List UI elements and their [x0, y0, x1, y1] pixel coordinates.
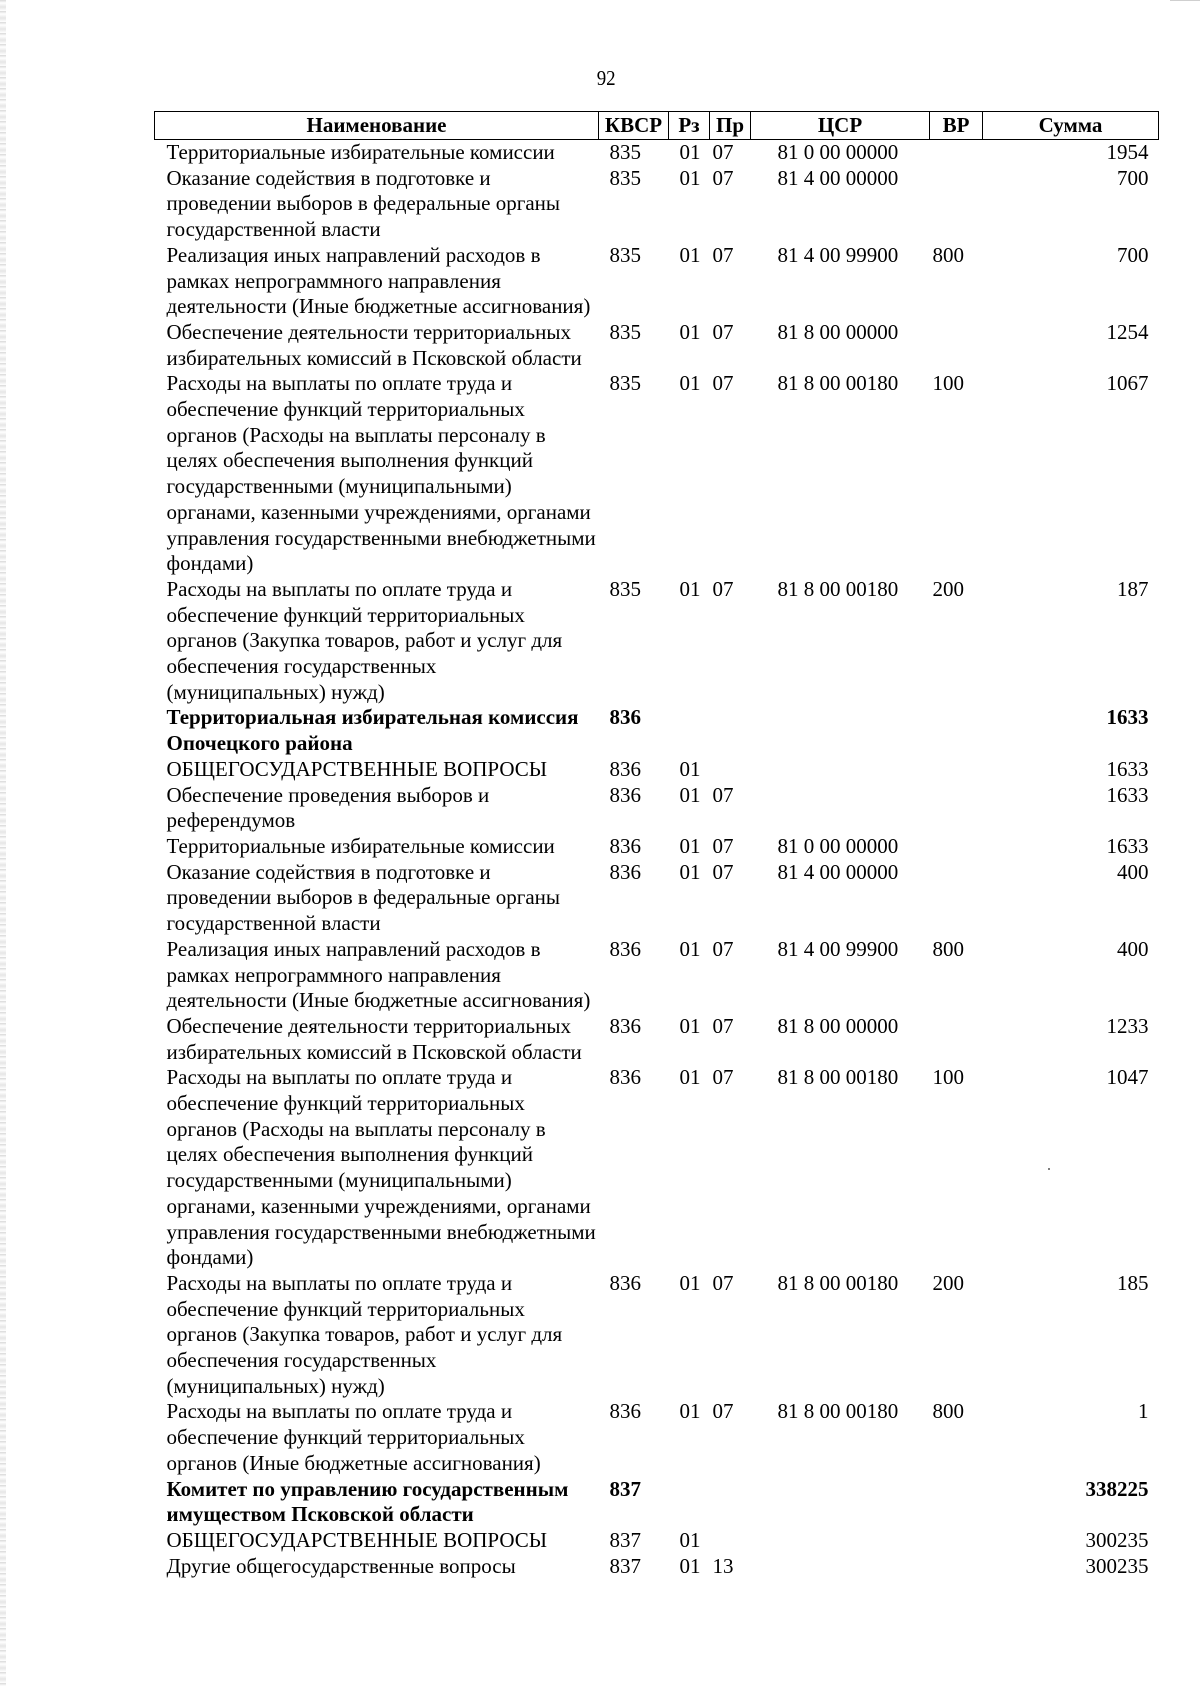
row-rz: 01	[679, 140, 701, 164]
row-sum: 300235	[1085, 1527, 1149, 1552]
table-row	[155, 1477, 1159, 1528]
row-vr	[930, 320, 983, 371]
row-sum: 1	[1138, 1399, 1149, 1424]
row-csr: 81 8 00 00180	[777, 1270, 899, 1295]
row-pr: 07	[712, 1399, 734, 1424]
row-name: Расходы на выплаты по оплате труда и обеспечение функций территориальных органов (Иные бюджетные ассигнования)	[166, 1399, 541, 1475]
row-vr	[930, 860, 983, 937]
row-pr: 07	[712, 782, 734, 807]
row-vr: 800	[932, 936, 964, 961]
row-csr	[751, 1528, 930, 1554]
row-kvsr: 836	[609, 833, 641, 858]
row-kvsr: 835	[609, 319, 641, 344]
row-kvsr: 835	[609, 165, 641, 190]
table-row	[155, 1065, 1159, 1271]
row-kvsr: 836	[609, 705, 641, 730]
row-rz: 01	[679, 782, 701, 807]
table-row	[155, 1528, 1159, 1554]
row-pr	[710, 1477, 751, 1528]
row-csr: 81 4 00 00000	[777, 859, 899, 884]
row-name: Территориальные избирательные комиссии	[166, 833, 555, 858]
row-vr: 100	[932, 371, 964, 396]
table-row	[155, 757, 1159, 783]
row-csr: 81 8 00 00180	[777, 371, 899, 396]
row-pr: 07	[712, 1013, 734, 1038]
row-vr	[930, 783, 983, 834]
row-csr: 81 8 00 00000	[777, 319, 899, 344]
row-rz	[669, 1477, 710, 1528]
row-kvsr: 836	[609, 936, 641, 961]
row-sum: 1633	[1106, 705, 1149, 730]
table-row	[155, 1014, 1159, 1065]
table-row	[155, 937, 1159, 1014]
header-rz: Рз	[669, 112, 710, 140]
row-sum: 338225	[1085, 1476, 1149, 1501]
row-name: Расходы на выплаты по оплате труда и обеспечение функций территориальных органов (Расходы на выплаты персоналу в целях обеспечения выполнения функций государственными (муниципальными) органами, казенными учреждениями, органами управления государственными внебюджетными фондами)	[166, 1065, 596, 1270]
row-rz: 01	[679, 1527, 701, 1552]
row-pr: 07	[712, 1270, 734, 1295]
row-sum: 1233	[1106, 1013, 1149, 1038]
scan-dot-artifact	[1048, 1168, 1050, 1170]
row-csr: 81 0 00 00000	[777, 833, 899, 858]
row-pr	[710, 757, 751, 783]
row-csr: 81 8 00 00000	[777, 1013, 899, 1038]
table-row	[155, 1271, 1159, 1400]
scan-edge-artifact	[0, 0, 6, 1686]
row-csr	[751, 783, 930, 834]
row-kvsr: 837	[609, 1476, 641, 1501]
row-pr: 07	[712, 936, 734, 961]
row-name: Обеспечение проведения выборов и референдумов	[166, 782, 490, 833]
row-rz: 01	[679, 936, 701, 961]
header-pr: Пр	[710, 112, 751, 140]
row-name: ОБЩЕГОСУДАРСТВЕННЫЕ ВОПРОСЫ	[166, 1527, 548, 1552]
row-rz: 01	[679, 242, 701, 267]
row-vr	[930, 1477, 983, 1528]
row-pr: 07	[712, 371, 734, 396]
row-name: Территориальные избирательные комиссии	[166, 140, 555, 164]
row-vr	[930, 166, 983, 243]
row-csr	[751, 705, 930, 756]
row-pr: 07	[712, 576, 734, 601]
table-row	[155, 783, 1159, 834]
row-sum: 700	[1117, 165, 1149, 190]
row-sum: 1067	[1106, 371, 1149, 396]
row-vr	[930, 705, 983, 756]
row-pr: 07	[712, 165, 734, 190]
row-pr	[710, 705, 751, 756]
page-number: 92	[596, 66, 616, 90]
row-csr: 81 8 00 00180	[777, 1065, 899, 1090]
row-name: Комитет по управлению государственным имуществом Псковской области	[166, 1476, 569, 1527]
table-row	[155, 860, 1159, 937]
row-sum: 400	[1117, 859, 1149, 884]
row-kvsr: 835	[609, 140, 641, 164]
row-csr: 81 4 00 99900	[777, 936, 899, 961]
row-name: Обеспечение деятельности территориальных избирательных комиссий в Псковской области	[166, 319, 582, 370]
row-csr: 81 8 00 00180	[777, 576, 899, 601]
table-row	[155, 834, 1159, 860]
table-row	[155, 166, 1159, 243]
row-name: Обеспечение деятельности территориальных избирательных комиссий в Псковской области	[166, 1013, 582, 1064]
row-pr	[710, 1528, 751, 1554]
row-sum: 1633	[1106, 756, 1149, 781]
row-rz: 01	[679, 1065, 701, 1090]
row-vr: 200	[932, 1270, 964, 1295]
row-sum: 1633	[1106, 782, 1149, 807]
row-vr	[930, 1014, 983, 1065]
header-vr: ВР	[930, 112, 983, 140]
table-row	[155, 577, 1159, 706]
row-vr: 200	[932, 576, 964, 601]
row-pr: 07	[712, 1065, 734, 1090]
row-pr: 13	[712, 1553, 734, 1578]
row-csr: 81 0 00 00000	[777, 140, 899, 164]
row-pr: 07	[712, 319, 734, 344]
row-csr: 81 8 00 00180	[777, 1399, 899, 1424]
row-sum: 1047	[1106, 1065, 1149, 1090]
row-kvsr: 836	[609, 1065, 641, 1090]
row-csr: 81 4 00 00000	[777, 165, 899, 190]
row-csr	[751, 1477, 930, 1528]
row-sum: 400	[1117, 936, 1149, 961]
row-rz	[669, 705, 710, 756]
table-row	[155, 371, 1159, 577]
row-kvsr: 836	[609, 782, 641, 807]
table-row	[155, 705, 1159, 756]
table-row	[155, 1554, 1159, 1580]
row-name: Оказание содействия в подготовке и проведении выборов в федеральные органы государственной власти	[166, 859, 561, 936]
row-sum: 1954	[1106, 140, 1149, 164]
row-vr	[930, 1554, 983, 1580]
row-rz: 01	[679, 165, 701, 190]
row-rz: 01	[679, 833, 701, 858]
row-vr	[930, 757, 983, 783]
table-row	[155, 320, 1159, 371]
row-sum: 1254	[1106, 319, 1149, 344]
row-name: ОБЩЕГОСУДАРСТВЕННЫЕ ВОПРОСЫ	[166, 756, 548, 781]
row-kvsr: 836	[609, 1013, 641, 1038]
header-name: Наименование	[155, 112, 599, 140]
row-vr	[930, 140, 983, 166]
row-kvsr: 837	[609, 1553, 641, 1578]
table-row	[155, 1399, 1159, 1476]
row-vr: 100	[932, 1065, 964, 1090]
row-name: Территориальная избирательная комиссия Опочецкого района	[166, 705, 579, 756]
row-vr: 800	[932, 242, 964, 267]
table-body	[155, 140, 1159, 1580]
row-pr: 07	[712, 242, 734, 267]
row-csr	[751, 757, 930, 783]
header-kvsr: КВСР	[599, 112, 669, 140]
row-sum: 300235	[1085, 1553, 1149, 1578]
row-name: Реализация иных направлений расходов в рамках непрограммного направления деятельности (Иные бюджетные ассигнования)	[166, 242, 591, 319]
row-csr: 81 4 00 99900	[777, 242, 899, 267]
row-name: Расходы на выплаты по оплате труда и обеспечение функций территориальных органов (Закупка товаров, работ и услуг для обеспечения государственных (муниципальных) нужд)	[166, 576, 563, 704]
row-kvsr: 837	[609, 1527, 641, 1552]
row-kvsr: 836	[609, 1399, 641, 1424]
row-vr: 800	[932, 1399, 964, 1424]
row-rz: 01	[679, 1270, 701, 1295]
table-row	[155, 140, 1159, 166]
row-rz: 01	[679, 756, 701, 781]
table-header	[155, 112, 1159, 140]
row-kvsr: 835	[609, 576, 641, 601]
row-kvsr: 835	[609, 371, 641, 396]
row-pr: 07	[712, 859, 734, 884]
row-rz: 01	[679, 371, 701, 396]
row-pr: 07	[712, 140, 734, 164]
row-name: Оказание содействия в подготовке и проведении выборов в федеральные органы государственной власти	[166, 165, 561, 242]
row-pr: 07	[712, 833, 734, 858]
row-rz: 01	[679, 859, 701, 884]
row-name: Другие общегосударственные вопросы	[166, 1553, 516, 1578]
row-rz: 01	[679, 319, 701, 344]
row-rz: 01	[679, 1399, 701, 1424]
row-sum: 187	[1117, 576, 1149, 601]
row-name: Расходы на выплаты по оплате труда и обеспечение функций территориальных органов (Закупка товаров, работ и услуг для обеспечения государственных (муниципальных) нужд)	[166, 1270, 563, 1398]
row-sum: 185	[1117, 1270, 1149, 1295]
row-vr	[930, 1528, 983, 1554]
row-rz: 01	[679, 1553, 701, 1578]
row-vr	[930, 834, 983, 860]
row-kvsr: 836	[609, 1270, 641, 1295]
row-kvsr: 835	[609, 242, 641, 267]
row-kvsr: 836	[609, 756, 641, 781]
header-csr: ЦСР	[751, 112, 930, 140]
row-sum: 700	[1117, 242, 1149, 267]
row-name: Расходы на выплаты по оплате труда и обеспечение функций территориальных органов (Расходы на выплаты персоналу в целях обеспечения выполнения функций государственными (муниципальными) органами, казенными учреждениями, органами управления государственными внебюджетными фондами)	[166, 371, 596, 576]
header-sum: Сумма	[983, 112, 1159, 140]
table-row	[155, 243, 1159, 320]
row-name: Реализация иных направлений расходов в рамках непрограммного направления деятельности (Иные бюджетные ассигнования)	[166, 936, 591, 1013]
row-sum: 1633	[1106, 833, 1149, 858]
scan-corner-artifact	[1170, 0, 1200, 13]
row-csr	[751, 1554, 930, 1580]
row-rz: 01	[679, 1013, 701, 1038]
row-rz: 01	[679, 576, 701, 601]
row-kvsr: 836	[609, 859, 641, 884]
budget-table	[154, 111, 1159, 1579]
header-row	[155, 112, 1159, 140]
